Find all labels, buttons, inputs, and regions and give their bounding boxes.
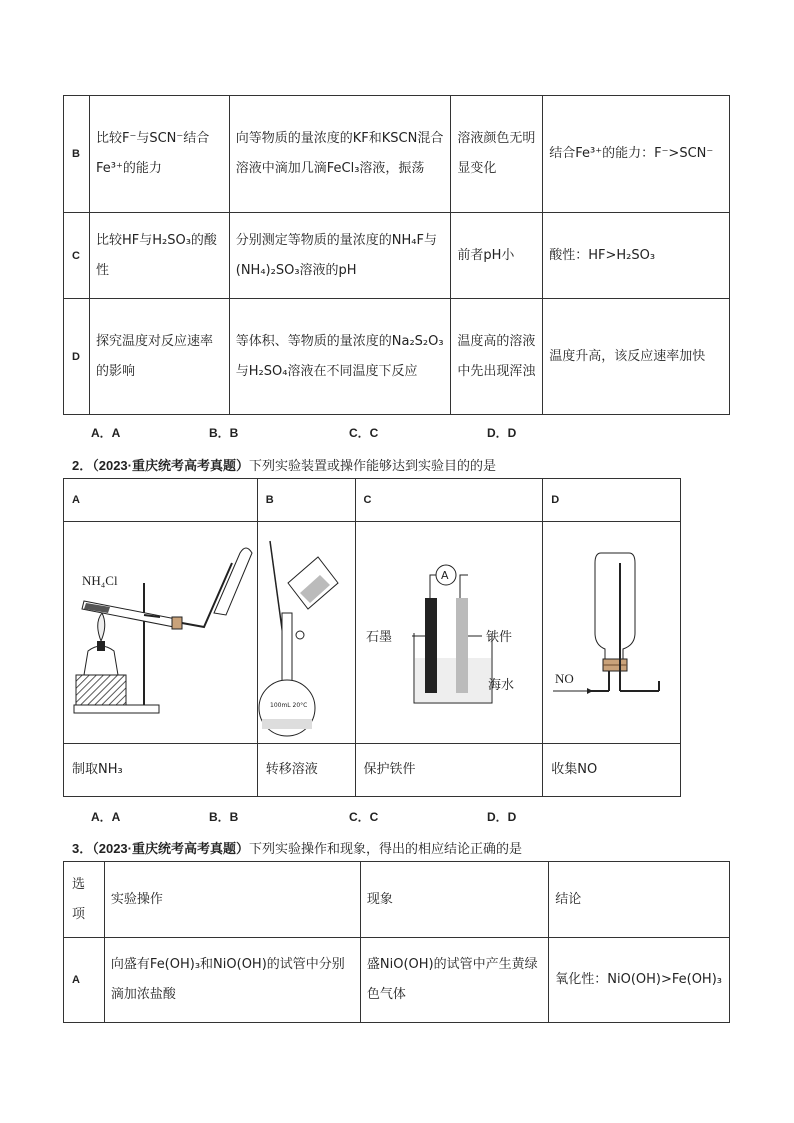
figure-cell-a (64, 522, 258, 744)
figure-row (64, 522, 681, 744)
header-operation: 实验操作 (104, 862, 360, 938)
row-label: D (64, 299, 90, 415)
choice-c[interactable]: C．C (349, 810, 379, 824)
choice-a[interactable]: A．A (91, 426, 121, 440)
iron-protection-figure (356, 523, 542, 743)
collect-no-figure (543, 523, 679, 743)
figure-cell-c (355, 522, 543, 744)
q3-table (63, 861, 730, 1023)
nh3-apparatus-figure (64, 523, 256, 743)
question-text: 下列实验操作和现象，得出的相应结论正确的是 (248, 842, 522, 857)
header-b: B (257, 479, 355, 522)
conclusion-cell: 氧化性：NiO(OH)>Fe(OH)₃ (549, 938, 730, 1023)
table-row (64, 299, 730, 415)
flask-label: 100mL 20°C (269, 701, 308, 709)
seawater-label: 海水 (487, 677, 514, 693)
operation-cell: 向等物质的量浓度的KF和KSCN混合溶液中滴加几滴FeCl₃溶液，振荡 (229, 96, 451, 213)
choice-a[interactable]: A．A (91, 810, 121, 824)
q2-title (72, 455, 496, 474)
operation-cell: 向盛有Fe(OH)₃和NiO(OH)的试管中分别滴加浓盐酸 (104, 938, 360, 1023)
header-a: A (64, 479, 258, 522)
q1-table (63, 95, 730, 415)
ammeter-label: A (440, 568, 449, 582)
iron-label: 铁件 (485, 629, 512, 645)
purpose-cell: 比较F⁻与SCN⁻结合Fe³⁺的能力 (89, 96, 229, 213)
choice-d[interactable]: D．D (487, 810, 517, 824)
nh4cl-label: NH₄Cl (82, 572, 118, 588)
header-c: C (355, 479, 543, 522)
header-option: 选项 (64, 862, 105, 938)
table-row (64, 938, 730, 1023)
choice-c[interactable]: C．C (349, 426, 379, 440)
caption-a: 制取NH₃ (64, 744, 258, 797)
header-phenomenon: 现象 (360, 862, 548, 938)
question-text: 下列实验装置或操作能够达到实验目的的是 (248, 459, 496, 474)
table-row (64, 213, 730, 299)
no-label: NO (555, 670, 575, 686)
question-source: （2023·重庆统考高考真题） (92, 458, 249, 473)
conclusion-cell: 结合Fe³⁺的能力：F⁻>SCN⁻ (543, 96, 730, 213)
choice-b[interactable]: B．B (209, 810, 239, 824)
figure-cell-b (257, 522, 355, 744)
conclusion-cell: 酸性：HF>H₂SO₃ (543, 213, 730, 299)
header-conclusion: 结论 (549, 862, 730, 938)
q2-table (63, 478, 681, 797)
phenomenon-cell: 前者pH小 (451, 213, 543, 299)
graphite-label: 石墨 (365, 629, 392, 645)
transfer-solution-figure (258, 523, 354, 743)
choice-b[interactable]: B．B (209, 426, 239, 440)
question-number: 2． (72, 458, 93, 473)
caption-c: 保护铁件 (355, 744, 543, 797)
caption-b: 转移溶液 (257, 744, 355, 797)
conclusion-cell: 温度升高，该反应速率加快 (543, 299, 730, 415)
phenomenon-cell: 温度高的溶液中先出现浑浊 (451, 299, 543, 415)
row-label: B (64, 96, 90, 213)
q3-title (72, 838, 522, 857)
operation-cell: 分别测定等物质的量浓度的NH₄F与(NH₄)₂SO₃溶液的pH (229, 213, 451, 299)
phenomenon-cell: 盛NiO(OH)的试管中产生黄绿色气体 (360, 938, 548, 1023)
question-number: 3． (72, 841, 93, 856)
row-label: A (64, 938, 105, 1023)
phenomenon-cell: 溶液颜色无明显变化 (451, 96, 543, 213)
table-header (64, 479, 681, 522)
row-label: C (64, 213, 90, 299)
table-row (64, 96, 730, 213)
choice-d[interactable]: D．D (487, 426, 517, 440)
table-header (64, 862, 730, 938)
purpose-cell: 比较HF与H₂SO₃的酸性 (89, 213, 229, 299)
purpose-cell: 探究温度对反应速率的影响 (89, 299, 229, 415)
header-d: D (543, 479, 681, 522)
operation-cell: 等体积、等物质的量浓度的Na₂S₂O₃与H₂SO₄溶液在不同温度下反应 (229, 299, 451, 415)
question-source: （2023·重庆统考高考真题） (92, 841, 249, 856)
caption-row (64, 744, 681, 797)
caption-d: 收集NO (543, 744, 681, 797)
figure-cell-d (543, 522, 681, 744)
